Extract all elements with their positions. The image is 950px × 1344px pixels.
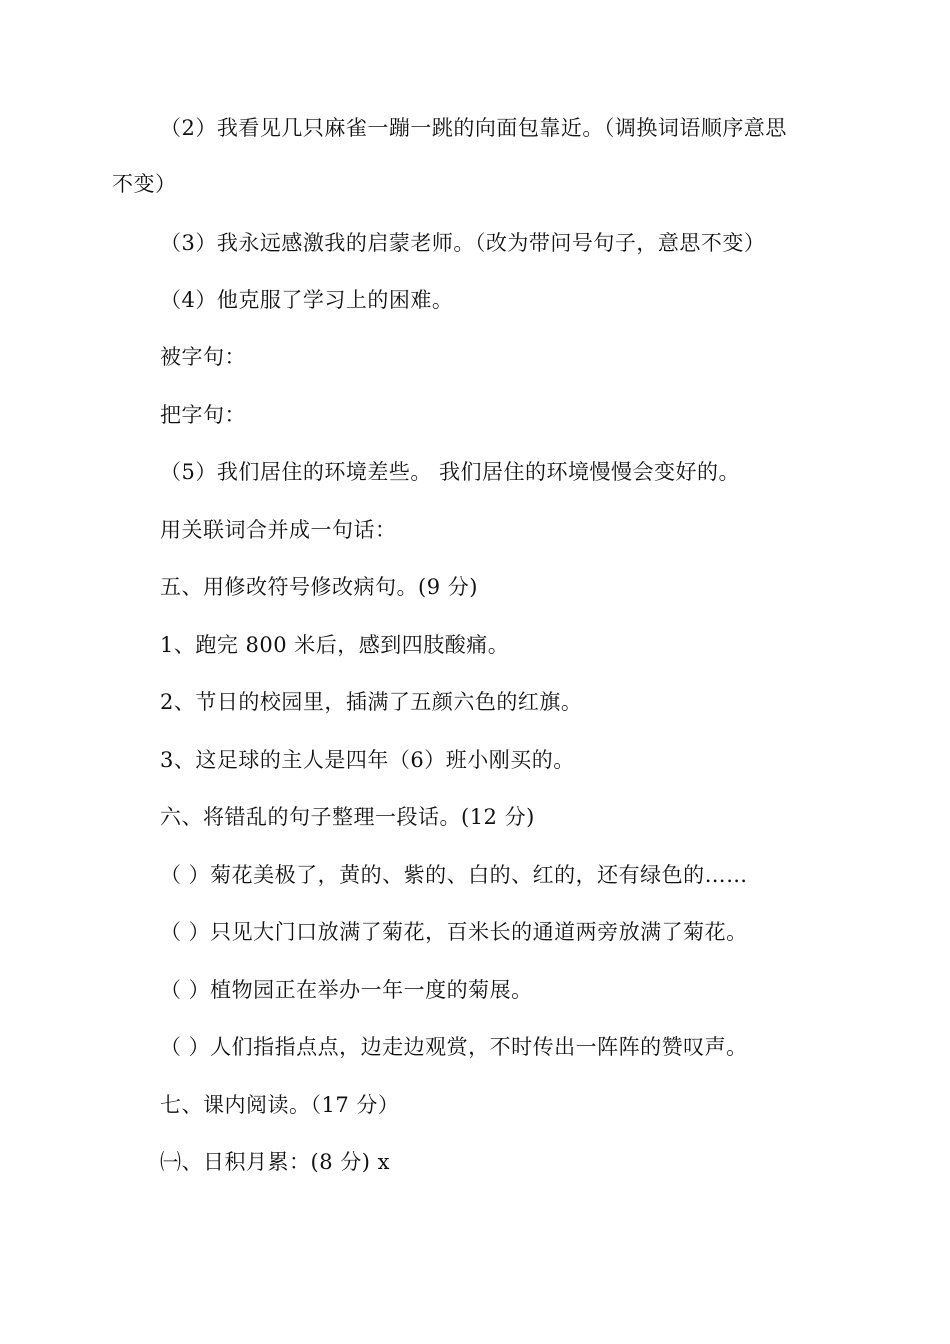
reorder-sentence-1: （ ）菊花美极了，黄的、紫的、白的、红的，还有绿色的…… <box>160 863 748 887</box>
section-5-heading: 五、用修改符号修改病句。(9 分) <box>160 575 478 599</box>
reorder-sentence-4: （ ）人们指指点点，边走边观赏，不时传出一阵阵的赞叹声。 <box>160 1035 748 1059</box>
reorder-sentence-2: （ ）只见大门口放满了菊花，百米长的通道两旁放满了菊花。 <box>160 920 748 944</box>
subsection-1-heading: ㈠、日积月累：(8 分) x <box>160 1150 390 1174</box>
ba-sentence-label: 把字句： <box>160 403 246 427</box>
sick-sentence-1: 1、跑完 800 米后，感到四肢酸痛。 <box>160 633 510 657</box>
sick-sentence-3: 3、这足球的主人是四年（6）班小刚买的。 <box>160 748 575 772</box>
question-3: （3）我永远感激我的启蒙老师。（改为带问号句子，意思不变） <box>160 231 766 255</box>
question-2-line-1: （2）我看见几只麻雀一蹦一跳的向面包靠近。（调换词语顺序意思 <box>160 116 787 140</box>
question-2-line-2: 不变） <box>112 172 177 196</box>
question-4: （4）他克服了学习上的困难。 <box>160 288 454 312</box>
section-6-heading: 六、将错乱的句子整理一段话。(12 分) <box>160 805 535 829</box>
section-7-heading: 七、课内阅读。（17 分） <box>160 1093 400 1117</box>
sick-sentence-2: 2、节日的校园里，插满了五颜六色的红旗。 <box>160 690 583 714</box>
conjunction-instruction: 用关联词合并成一句话： <box>160 518 397 542</box>
bei-sentence-label: 被字句： <box>160 345 246 369</box>
reorder-sentence-3: （ ）植物园正在举办一年一度的菊展。 <box>160 978 533 1002</box>
question-5: （5）我们居住的环境差些。 我们居住的环境慢慢会变好的。 <box>160 460 741 484</box>
